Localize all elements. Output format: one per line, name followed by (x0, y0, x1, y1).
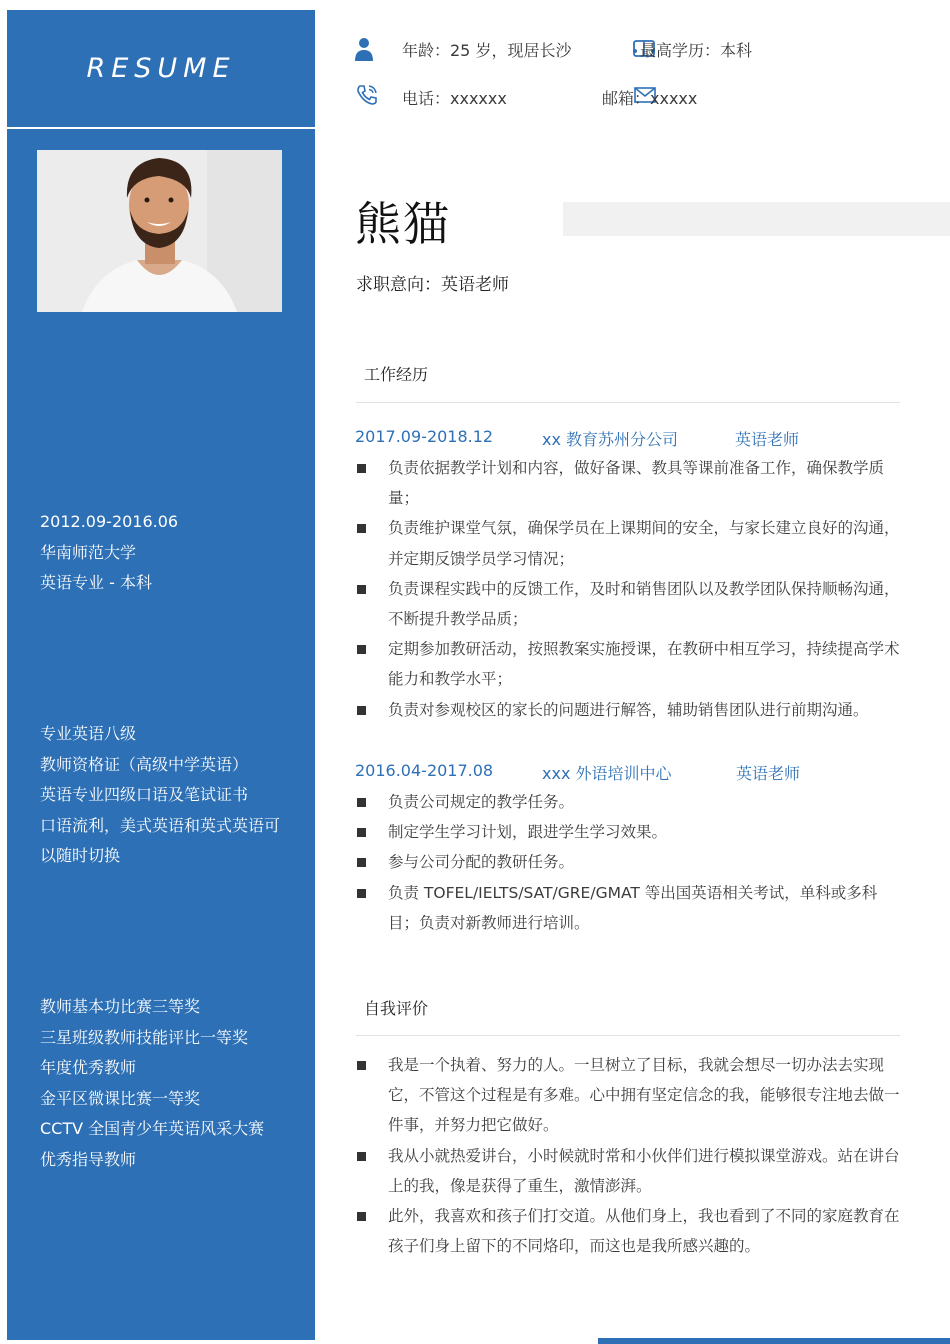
award-item: 教师基本功比赛三等奖 (40, 997, 201, 1016)
section-divider (356, 402, 900, 403)
certificate-item: 英语专业四级口语及笔试证书 (40, 785, 249, 804)
award-item: 三星班级教师技能评比一等奖 (40, 1027, 249, 1047)
job-period: 2017.09-2018.12 (355, 427, 494, 446)
self-eval-section-title: 自我评价 (364, 999, 429, 1018)
list-item: 定期参加教研活动，按照教案实施授课，在教研中相互学习，持续提高学术能力和教学水平； (356, 634, 902, 694)
education-major: 英语专业 - 本科 (40, 573, 152, 592)
job-intent: 求职意向：英语老师 (356, 275, 509, 295)
email-text: 邮箱：xxxxx (602, 89, 698, 108)
education-period: 2012.09-2016.06 (40, 512, 179, 531)
job-role: 英语老师 (736, 764, 801, 783)
job-company: xx 教育苏州分公司 (542, 430, 679, 449)
education-school: 华南师范大学 (40, 542, 137, 562)
certificate-item: 专业英语八级 (40, 724, 137, 743)
section-divider (356, 1035, 900, 1036)
certificate-item: 教师资格证（高级中学英语） (40, 754, 249, 774)
job-company: xxx 外语培训中心 (542, 764, 672, 783)
certificate-item: 口语流利，美式英语和英式英语可以随时切换 (40, 815, 281, 865)
job-role: 英语老师 (735, 430, 800, 449)
list-item: 我是一个执着、努力的人。一旦树立了目标，我就会想尽一切办法去实现它，不管这个过程是有多难。心中拥有坚定信念的我，能够很专注地去做一件事，并努力把它做好。 (356, 1050, 902, 1141)
list-item: 负责维护课堂气氛，确保学员在上课期间的安全，与家长建立良好的沟通，并定期反馈学员学习情况； (356, 513, 902, 573)
job-period: 2016.04-2017.08 (355, 761, 494, 780)
resume-title: RESUME (86, 52, 236, 84)
highest-education-text: 最高学历：本科 (640, 41, 753, 60)
job-duties (356, 787, 902, 938)
phone-text: 电话：xxxxxx (402, 89, 507, 108)
profile-photo (37, 150, 282, 312)
list-item: 此外，我喜欢和孩子们打交道。从他们身上，我也看到了不同的家庭教育在孩子们身上留下的不同烙印，而这也是我所感兴趣的。 (356, 1201, 902, 1261)
divider (7, 127, 315, 129)
name-decoration-bar (563, 202, 950, 236)
list-item: 制定学生学习计划，跟进学生学习效果。 (356, 817, 902, 847)
person-icon (354, 37, 374, 65)
awards-block (40, 992, 280, 1175)
award-item: 金平区微课比赛一等奖 (40, 1088, 201, 1108)
work-section-title: 工作经历 (364, 365, 429, 384)
list-item: 负责依据教学计划和内容，做好备课、教具等课前准备工作，确保教学质量； (356, 453, 902, 513)
list-item: 参与公司分配的教研任务。 (356, 847, 902, 877)
list-item: 负责 TOFEL/IELTS/SAT/GRE/GMAT 等出国英语相关考试，单科或多科目；负责对新教师进行培训。 (356, 878, 902, 938)
award-item: CCTV 全国青少年英语风采大赛优秀指导教师 (40, 1119, 265, 1169)
list-item: 我从小就热爱讲台，小时候就时常和小伙伴们进行模拟课堂游戏。站在讲台上的我，像是获得了重生，激情澎湃。 (356, 1141, 902, 1201)
age-text: 年龄：25 岁，现居长沙 (402, 41, 572, 60)
bottom-accent-bar (598, 1338, 950, 1344)
list-item: 负责公司规定的教学任务。 (356, 787, 902, 817)
award-item: 年度优秀教师 (40, 1058, 137, 1077)
sidebar (7, 10, 315, 1340)
list-item: 负责课程实践中的反馈工作，及时和销售团队以及教学团队保持顺畅沟通，不断提升教学品质； (356, 574, 902, 634)
education-block (40, 507, 290, 599)
self-eval-list (356, 1050, 902, 1261)
certificates-block (40, 719, 290, 872)
job-duties (356, 453, 902, 725)
phone-icon (355, 83, 379, 111)
list-item: 负责对参观校区的家长的问题进行解答，辅助销售团队进行前期沟通。 (356, 695, 902, 725)
candidate-name: 熊猫 (355, 197, 451, 251)
